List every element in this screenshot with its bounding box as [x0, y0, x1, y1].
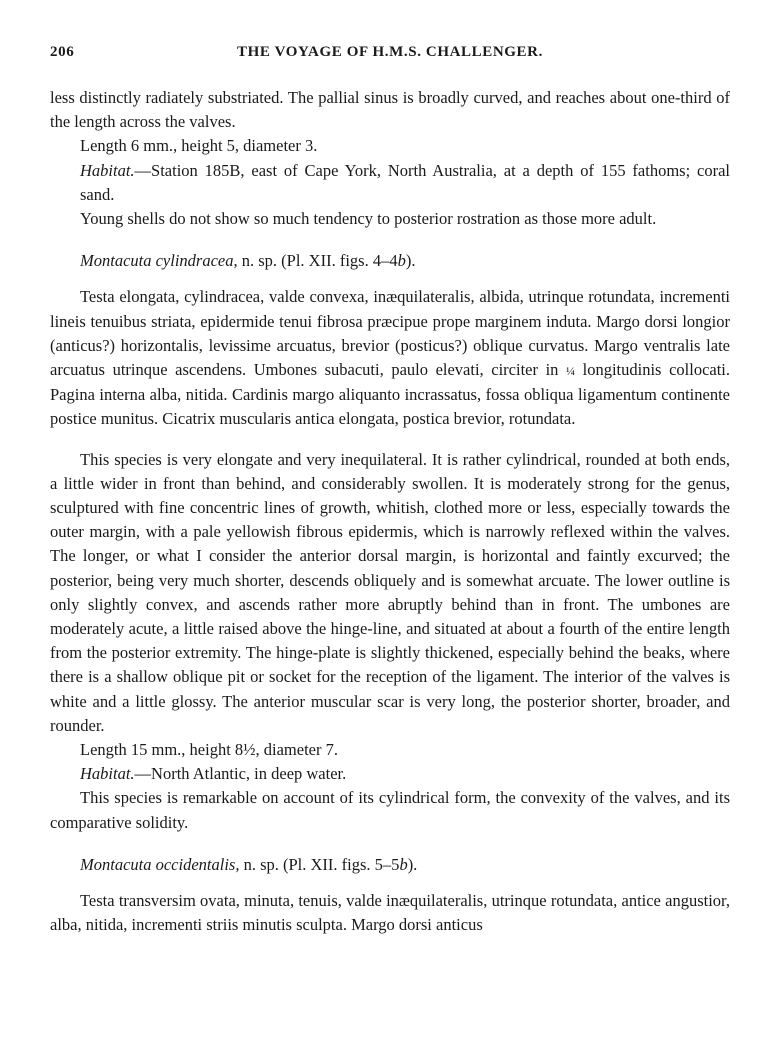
habitat-text: —North Atlantic, in deep water.: [134, 764, 347, 784]
habitat-label: Habitat.: [80, 160, 135, 180]
species-heading-occidentalis: [50, 853, 730, 877]
latin-text-part-2: longitudinis collocati. Pagina interna alba, nitida. Cardinis margo aliquanto incrassatus, fossa obliqua ligamentum continente postice munitus. Cicatrix muscularis antica elongata, postica brevior, rotundata.: [50, 360, 731, 429]
figure-suffix: b: [397, 251, 406, 271]
latin-description-cylindracea: [50, 285, 730, 431]
latin-fraction: ¼: [566, 364, 576, 379]
habitat-label: Habitat.: [80, 764, 135, 784]
page-body: [50, 86, 730, 938]
previous-species-remark: Young shells do not show so much tendency to posterior rostration as those more adult.: [80, 209, 657, 229]
reference-close: ).: [407, 854, 418, 874]
cylindracea-habitat: [50, 762, 730, 786]
previous-species-continuation: less distinctly radiately substriated. The pallial sinus is broadly curved, and reaches about one-third of the length across the valves.: [50, 88, 730, 132]
latin-description-occidentalis: Testa transversim ovata, minuta, tenuis, valde inæquilateralis, utrinque rotundata, antice angustior, alba, nitida, incrementi striis minutis sculpta. Margo dorsi anticus: [50, 891, 730, 935]
cylindracea-measurements: Length 15 mm., height 8½, diameter 7.: [80, 740, 338, 760]
paragraph-gap: [50, 432, 730, 448]
reference-close: ).: [405, 251, 416, 271]
species-name: Montacuta cylindracea: [80, 251, 234, 271]
species-reference: , n. sp. (Pl. XII. figs. 5–5: [235, 854, 400, 874]
species-heading-cylindracea: [50, 249, 730, 273]
english-description-cylindracea: This species is very elongate and very inequilateral. It is rather cylindrical, rounded at both ends, a little wider in front than behind, and considerably swollen. It is moderately strong for the genus, sculptured with fine concentric lines of growth, whitish, clothed more or less, especially towards the outer margin, with a pale yellowish fibrous epidermis, which is narrowly reflexed within the valves. The longer, or what I consider the anterior dorsal margin, is horizontal and faintly excurved; the posterior, being very much shorter, descends obliquely and is somewhat arcuate. The lower outline is only slightly convex, and ascends rather more abruptly behind than in front. The umbones are moderately acute, a little raised above the hinge-line, and situated at about a fourth of the entire length from the posterior extremity. The hinge-plate is slightly thickened, especially behind the beaks, where there is a shallow oblique pit or socket for the reception of the ligament. The interior of the valves is white and a little glossy. The anterior muscular scar is very long, the posterior shorter, broader, and rounder.: [50, 449, 730, 735]
running-title: THE VOYAGE OF H.M.S. CHALLENGER.: [237, 44, 543, 60]
species-reference: , n. sp. (Pl. XII. figs. 4–4: [233, 251, 398, 271]
page-header: [50, 44, 730, 70]
species-name: Montacuta occidentalis: [80, 854, 236, 874]
latin-text-part-1: Testa elongata, cylindracea, valde convexa, inæquilateralis, albida, utrinque rotundata, incrementi lineis tenuibus striata, epidermide tenui fibrosa præcipue prope marginem induta. Margo dorsi longior (anticus?) horizontalis, levissime arcuatus, brevior (posticus?) oblique curvatus. Margo ventralis late arcuatus utrinque ascendens. Umbones subacuti, paulo elevati, circiter in: [50, 287, 730, 380]
cylindracea-remark: This species is remarkable on account of its cylindrical form, the convexity of the valves, and its comparative solidity.: [50, 788, 730, 832]
previous-species-measurements: Length 6 mm., height 5, diameter 3.: [80, 136, 318, 156]
page-number: 206: [50, 44, 75, 60]
habitat-text: —Station 185B, east of Cape York, North Australia, at a depth of 155 fathoms; coral sand.: [80, 160, 730, 204]
figure-suffix: b: [399, 854, 408, 874]
previous-species-habitat: [50, 159, 730, 207]
